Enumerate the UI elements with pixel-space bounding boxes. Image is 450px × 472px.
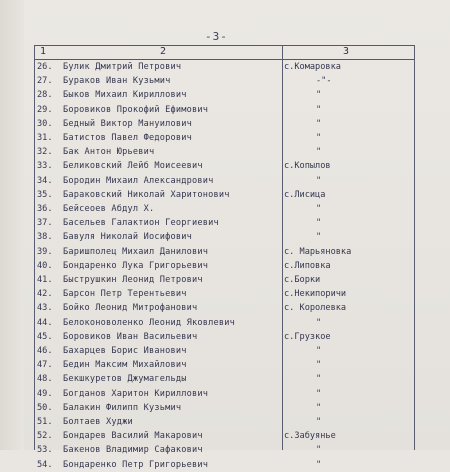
table-row	[0, 74, 450, 88]
row-number: 26.	[37, 62, 53, 72]
person-name: Бураков Иван Кузьмич	[63, 76, 171, 87]
person-name: Бейсеоев Абдул Х.	[63, 204, 155, 214]
table-row	[0, 273, 450, 287]
place-name: с.Грузкое	[284, 331, 331, 342]
column-header-name: 2	[160, 46, 167, 57]
row-number: 43.	[37, 303, 53, 314]
place-name: с.Лисица	[284, 189, 326, 200]
person-name: Булик Дмитрий Петрович	[63, 62, 182, 72]
row-number: 31.	[37, 133, 53, 143]
row-number: 41.	[37, 275, 53, 285]
place-name: "	[316, 175, 322, 186]
person-name: Белоконоволенко Леонид Яковлевич	[63, 317, 235, 328]
row-number: 50.	[37, 402, 53, 413]
row-number: 33.	[37, 161, 53, 172]
row-number: 45.	[37, 331, 53, 342]
table-row	[0, 287, 450, 301]
place-name: "	[316, 445, 322, 456]
table-row	[0, 131, 450, 145]
row-number: 38.	[37, 232, 53, 243]
place-name: "	[316, 104, 322, 115]
row-number: 27.	[37, 76, 53, 87]
person-name: Бекшкуретов Джумагельды	[63, 374, 187, 385]
table-row	[0, 216, 450, 230]
person-name: Болтаев Худжи	[63, 417, 133, 427]
place-name: "	[316, 346, 322, 356]
table-row	[0, 458, 450, 472]
table-row	[0, 401, 450, 415]
person-name: Бакенов Владимир Сафакович	[63, 445, 203, 456]
table-row	[0, 387, 450, 401]
table-row	[0, 145, 450, 159]
row-number: 42.	[37, 289, 53, 300]
row-number: 52.	[37, 431, 53, 442]
place-name: "	[316, 417, 322, 427]
table-row	[0, 88, 450, 102]
row-number: 44.	[37, 317, 53, 328]
place-name: с. Королевка	[284, 303, 347, 314]
person-name: Беликовский Лейб Моисеевич	[63, 161, 203, 172]
table-row	[0, 330, 450, 344]
place-name: с.Липовка	[284, 260, 331, 271]
row-number: 28.	[37, 90, 53, 101]
person-name: Бондаренко Лука Григорьевич	[63, 260, 209, 271]
table-row	[0, 358, 450, 372]
person-name: Бородин Михаил Александрович	[63, 175, 214, 186]
place-name: "	[316, 232, 322, 243]
row-number: 48.	[37, 374, 53, 385]
person-name: Бойко Леонид Митрофанович	[63, 303, 198, 314]
row-number: 37.	[37, 218, 53, 229]
place-name: с.Борки	[284, 275, 321, 285]
person-name: Бахарцев Борис Иванович	[63, 346, 187, 356]
table-top-rule	[34, 45, 414, 46]
table-row	[0, 316, 450, 330]
row-number: 30.	[37, 118, 53, 129]
table-row	[0, 230, 450, 244]
table-row	[0, 443, 450, 457]
table-row	[0, 415, 450, 429]
person-name: Балакин Филипп Кузьмич	[63, 402, 182, 413]
table-row	[0, 372, 450, 386]
person-name: Бедный Виктор Мануилович	[63, 118, 192, 129]
place-name: "	[316, 374, 322, 385]
row-number: 47.	[37, 360, 53, 371]
table-row	[0, 103, 450, 117]
person-name: Боровиков Прокофий Ефимович	[63, 104, 209, 115]
place-name: с.Забуянье	[284, 431, 336, 442]
place-name: с. Марьяновка	[284, 246, 352, 257]
place-name: "	[316, 218, 322, 229]
row-number: 34.	[37, 175, 53, 186]
place-name: "	[316, 360, 322, 371]
table-row	[0, 188, 450, 202]
person-name: Боровиков Иван Васильевич	[63, 331, 198, 342]
table-row	[0, 429, 450, 443]
place-name: с.Некипоричи	[284, 289, 347, 300]
place-name: -"-	[316, 76, 332, 87]
table-row	[0, 117, 450, 131]
person-name: Басельев Галактион Георгиевич	[63, 218, 219, 229]
place-name: с.Комаровка	[284, 62, 341, 72]
column-header-place: 3	[343, 46, 350, 57]
row-number: 46.	[37, 346, 53, 356]
row-number: 51.	[37, 417, 53, 427]
table-row	[0, 159, 450, 173]
page-number: -3-	[205, 30, 228, 43]
person-name: Быструшкин Леонид Петрович	[63, 275, 203, 285]
table-row	[0, 202, 450, 216]
row-number: 53.	[37, 445, 53, 456]
place-name: "	[316, 118, 322, 129]
row-number: 40.	[37, 260, 53, 271]
person-name: Быков Михаил Кириллович	[63, 90, 187, 101]
row-number: 36.	[37, 204, 53, 214]
person-name: Бондарев Василий Макарович	[63, 431, 203, 442]
place-name: с.Копылов	[284, 161, 331, 172]
place-name: "	[316, 402, 322, 413]
person-name: Богданов Харитон Кириллович	[63, 388, 209, 399]
row-number: 54.	[37, 459, 53, 470]
row-number: 49.	[37, 388, 53, 399]
table-row	[0, 301, 450, 315]
place-name: "	[316, 133, 322, 143]
place-name: "	[316, 204, 322, 214]
row-number: 32.	[37, 147, 53, 158]
person-name: Батистов Павел Федорович	[63, 133, 192, 143]
person-name: Бондаренко Петр Григорьевич	[63, 459, 209, 470]
table-row	[0, 174, 450, 188]
place-name: "	[316, 459, 322, 470]
table-row	[0, 259, 450, 273]
person-name: Бавуля Николай Иосифович	[63, 232, 192, 243]
row-number: 35.	[37, 189, 53, 200]
table-row	[0, 60, 450, 74]
row-number: 39.	[37, 246, 53, 257]
person-name: Бедин Максим Михайлович	[63, 360, 187, 371]
place-name: "	[316, 388, 322, 399]
person-name: Бак Антон Юрьевич	[63, 147, 155, 158]
place-name: "	[316, 147, 322, 158]
place-name: "	[316, 317, 322, 328]
column-header-number: 1	[40, 46, 47, 57]
table-row	[0, 245, 450, 259]
table-row	[0, 344, 450, 358]
place-name: "	[316, 90, 322, 101]
person-name: Баришполец Михаил Данилович	[63, 246, 209, 257]
person-name: Бараковский Николай Харитонович	[63, 189, 230, 200]
person-name: Барсон Петр Терентьевич	[63, 289, 187, 300]
row-number: 29.	[37, 104, 53, 115]
